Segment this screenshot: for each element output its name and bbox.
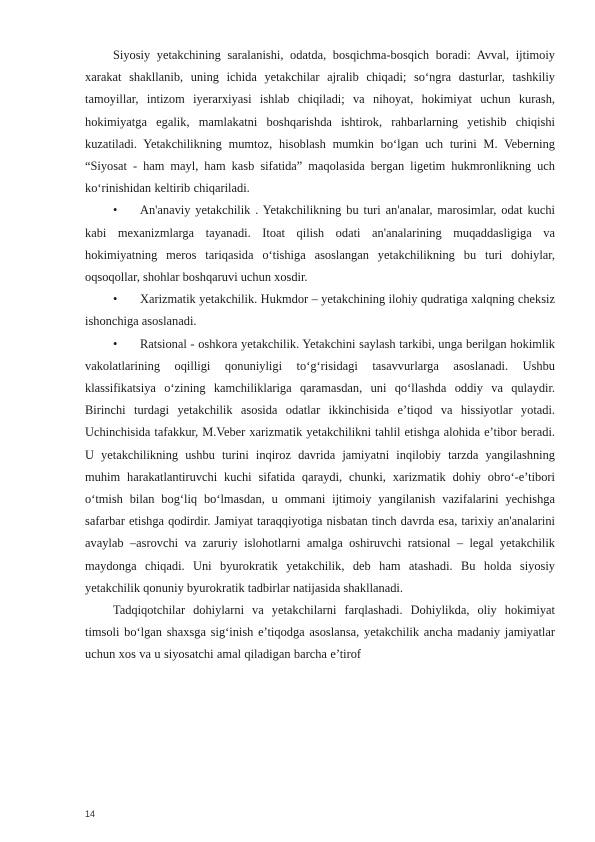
bullet-marker: • (113, 336, 118, 351)
document-page (85, 44, 555, 666)
page-number: 14 (85, 809, 96, 819)
bullet-marker: • (113, 292, 118, 307)
bullet-text: An'anaviy yetakchilik . Yetakchilikning bu turi an'analar, marosimlar, odat kuchi kabi mexanizmlarga tayanadi. Itoat qilish odati an'analarining muqaddasligiga va hokimiyatning meros tariqasida o‘tishiga asoslangan yetakchilikning bu turi dohiylar, oqsoqollar, shohlar boshqaruvi uchun xosdir. (85, 203, 555, 285)
bullet-text: Ratsional - oshkora yetakchilik. Yetakchini saylash tarkibi, unga berilgan hokimlik vakolatlarining oqilligi qonuniyligi to‘g‘risidagi tasavvurlarga asoslanadi. Ushbu klassifikatsiya o‘zining kamchiliklariga qaramasdan, uni qo‘llashda oddiy va qulaydir. Birinchi turdagi yetakchilik asosida odatlar ikkinchisida e’tiqod va hissiyotlar yotadi. Uchinchisida tafakkur, M.Veber xarizmatik yetakchilikni tahlil etishga alohida e’tibor beradi. U yetakchilikning ushbu turini inqiroz davrida jamiyatni inqilobiy tarzda yangilashning muhim harakatlantiruvchi kuchi sifatida qaraydi, chunki, xarizmatik dohiy obro‘-e’tibori o‘tmish bilan bog‘liq bo‘lmasdan, u ommani ijtimoiy yangilanish vazifalarini yechishga safarbar etishga qodirdir. Jamiyat taraqqiyotiga nisbatan tinch davrda esa, tarixiy an'analarini avaylab –asrovchi va zaruriy islohotlarni amalga oshiruvchi ratsional – legal yetakchilik maydonga chiqadi. Uni byurokratik yetakchilik, deb ham atashadi. Bu holda siyosiy yetakchilik qonuniy byurokratik tadbirlar natijasida shakllanadi. (85, 336, 555, 595)
bullet-text: Xarizmatik yetakchilik. Hukmdor – yetakchining ilohiy qudratiga xalqning cheksiz ishonchiga asoslanadi. (85, 292, 555, 329)
bullet-marker: • (113, 203, 118, 218)
paragraph-conclusion: Tadqiqotchilar dohiylarni va yetakchilarni farqlashadi. Dohiylikda, oliy hokimiyat timsoli bo‘lgan shaxsga sig‘inish e’tiqodga asoslansa, yetakchilik ancha madaniy jamiyatlar uchun xos va u siyosatchi amal qiladigan barcha e’tirof (85, 603, 555, 662)
bullet-item-charismatic (85, 288, 555, 332)
bullet-item-rational (85, 333, 555, 599)
bullet-item-traditional (85, 199, 555, 288)
paragraph-intro: Siyosiy yetakchining saralanishi, odatda, bosqichma-bosqich boradi: Avval, ijtimoiy xarakat shakllanib, uning ichida yetakchilar ajralib chiqadi; so‘ngra dasturlar, tashkiliy tamoyillar, intizom iyerarxiyasi ishlab chiqiladi; va nihoyat, hokimiyat uchun kurash, hokimiyatga egalik, mamlakatni boshqarishda ishtirok, rahbarlarning yetishib chiqishi kuzatiladi. Yetakchilikning mumtoz, hisoblash mumkin bo‘lgan uch turini M. Veberning “Siyosat - ham mayl, ham kasb sifatida” maqolasida bergan ligetim hukmronlikning uch ko‘rinishidan keltirib chiqariladi. (85, 48, 555, 196)
